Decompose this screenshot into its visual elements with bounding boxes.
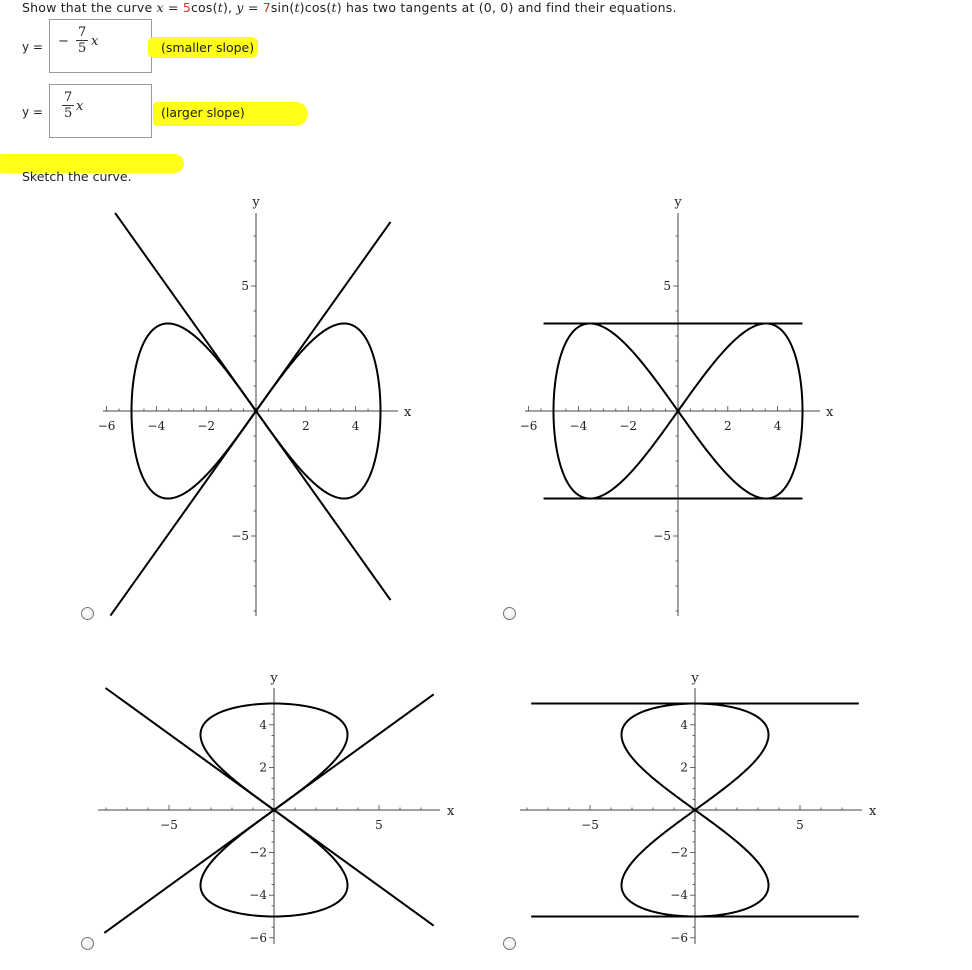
- hint-smaller-slope: (smaller slope): [161, 40, 255, 55]
- y-axis-label: y: [252, 195, 260, 210]
- plot-option-3: [98, 671, 455, 945]
- y-tick-label: −4: [249, 888, 267, 903]
- y-tick-label: 4: [680, 717, 688, 732]
- answer1-sign: −: [58, 34, 69, 49]
- y-tick-label: −6: [249, 930, 267, 945]
- plot-option-1: [98, 195, 412, 616]
- question-text: Show that the curve x = 5cos(t), y = 7sin(t)cos(t) has two tangents at (0, 0) and find their equations.: [22, 0, 677, 15]
- y-axis-label: y: [691, 671, 699, 686]
- radio-option-4[interactable]: [503, 937, 516, 950]
- y-axis-label: y: [674, 195, 682, 210]
- x-axis-label: x: [404, 405, 412, 420]
- y-tick-label: 2: [680, 760, 688, 775]
- answer2-numerator: 7: [64, 90, 73, 105]
- y-tick-label: 5: [663, 279, 671, 293]
- x-tick-label: −6: [97, 419, 116, 433]
- answer2-y-label: y =: [22, 105, 43, 119]
- x-tick-label: 2: [301, 419, 310, 433]
- sketch-label: Sketch the curve.: [22, 169, 132, 184]
- y-tick-label: −2: [249, 845, 267, 860]
- x-tick-label: 5: [796, 818, 804, 832]
- x-axis-label: x: [447, 804, 455, 819]
- x-tick-label: 2: [723, 419, 732, 433]
- y-tick-label: 2: [259, 760, 267, 775]
- x-tick-label: −5: [160, 818, 178, 832]
- x-tick-label: 5: [375, 818, 383, 832]
- tangent-line: [106, 688, 434, 926]
- x-tick-label: −2: [619, 419, 638, 433]
- x-tick-label: −5: [581, 818, 599, 832]
- x-tick-label: 4: [773, 419, 782, 433]
- x-tick-label: −4: [569, 419, 588, 433]
- answer1-numerator: 7: [78, 25, 87, 40]
- hint-larger-slope: (larger slope): [161, 105, 245, 120]
- answer1-denominator: 5: [78, 41, 87, 56]
- x-tick-label: −6: [519, 419, 538, 433]
- tangent-line: [104, 694, 433, 933]
- radio-option-2[interactable]: [503, 607, 516, 620]
- answer1-variable: x: [91, 34, 99, 49]
- y-tick-label: −2: [670, 845, 688, 860]
- x-tick-label: −2: [197, 419, 216, 433]
- y-tick-label: 5: [241, 279, 249, 293]
- y-tick-label: 4: [259, 717, 267, 732]
- answer2-variable: x: [76, 99, 84, 114]
- x-tick-label: 4: [351, 419, 360, 433]
- answer1-y-label: y =: [22, 40, 43, 54]
- x-axis-label: x: [826, 405, 834, 420]
- plot-option-2: [520, 195, 834, 616]
- y-tick-label: −6: [670, 930, 688, 945]
- y-tick-label: −5: [653, 529, 671, 543]
- answer2-denominator: 5: [64, 106, 73, 121]
- x-axis-label: x: [869, 804, 877, 819]
- x-tick-label: −4: [147, 419, 166, 433]
- radio-option-1[interactable]: [81, 607, 94, 620]
- y-axis-label: y: [270, 671, 278, 686]
- radio-option-3[interactable]: [81, 937, 94, 950]
- plot-option-4: [520, 671, 877, 945]
- y-tick-label: −5: [231, 529, 249, 543]
- y-tick-label: −4: [670, 888, 688, 903]
